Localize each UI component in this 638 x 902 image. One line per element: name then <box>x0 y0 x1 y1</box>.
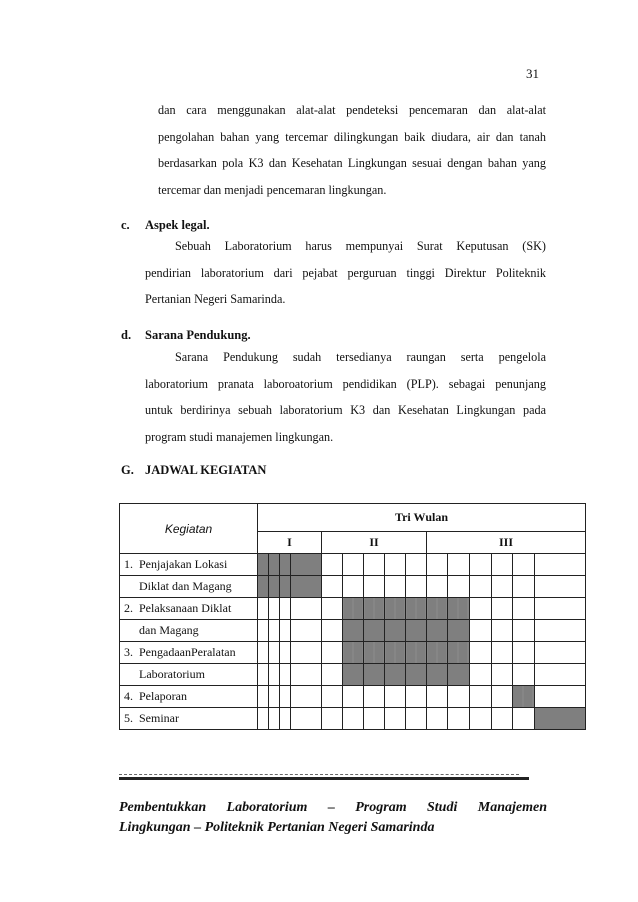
activity-label: 4. Pelaporan <box>120 686 258 708</box>
table-row <box>120 598 586 620</box>
section-marker: c. <box>121 218 130 232</box>
section-title: Aspek legal. <box>145 218 210 232</box>
section-title: JADWAL KEGIATAN <box>145 463 267 477</box>
footer <box>119 798 547 838</box>
text-line: berdasarkan pola K3 dan Kesehatan Lingkungan sesuai dengan bahan yang <box>158 156 546 171</box>
footer-divider-thin <box>119 774 519 776</box>
schedule-table <box>119 503 586 730</box>
section-c-paragraph <box>145 233 546 313</box>
section-d-heading <box>121 328 251 343</box>
quarter-header: III <box>427 532 586 554</box>
text-line: Sarana Pendukung sudah tersedianya raungan serta pengelola <box>175 350 546 364</box>
table-row <box>120 620 586 642</box>
section-title: Sarana Pendukung. <box>145 328 251 342</box>
page-number: 31 <box>526 66 539 81</box>
footer-divider <box>119 777 529 780</box>
table-row <box>120 642 586 664</box>
text-line: Sebuah Laboratorium harus mempunyai Surat Keputusan (SK) <box>175 239 546 253</box>
activity-label: Diklat dan Magang <box>120 576 258 598</box>
activity-label: 3. PengadaanPeralatan <box>120 642 258 664</box>
table-row <box>120 554 586 576</box>
text-line: pengolahan bahan yang tercemar dilingkungan baik diudara, air dan tanah <box>158 129 546 144</box>
text-line: Pertanian Negeri Samarinda. <box>145 292 286 307</box>
section-marker: d. <box>121 328 132 342</box>
text-line: laboratorium pranata laboroatorium pendidikan (PLP). sebagai penunjang <box>145 376 546 391</box>
section-d-paragraph <box>145 344 546 450</box>
activity-column-header: Kegiatan <box>120 504 258 554</box>
quarter-header: I <box>258 532 322 554</box>
table-row <box>120 576 586 598</box>
activity-label: 5. Seminar <box>120 708 258 730</box>
activity-label: 2. Pelaksanaan Diklat <box>120 598 258 620</box>
text-line: pendirian laboratorium dari pejabat perguruan tinggi Direktur Politeknik <box>145 265 546 280</box>
section-g-heading <box>121 463 266 478</box>
text-line: program studi manajemen lingkungan. <box>145 429 334 444</box>
footer-line: Lingkungan – Politeknik Pertanian Negeri Samarinda <box>119 820 435 835</box>
activity-label: Laboratorium <box>120 664 258 686</box>
section-marker: G. <box>121 463 134 477</box>
table-row <box>120 664 586 686</box>
text-line: untuk berdirinya sebuah laboratorium K3 dan Kesehatan Lingkungan pada <box>145 403 546 418</box>
table-row <box>120 708 586 730</box>
section-c-heading <box>121 218 210 233</box>
footer-line: Pembentukkan Laboratorium – Program Studi Manajemen <box>119 800 547 815</box>
period-header: Tri Wulan <box>258 504 586 532</box>
text-line: dan cara menggunakan alat-alat pendeteksi pencemaran dan alat-alat <box>158 103 546 117</box>
activity-label: dan Magang <box>120 620 258 642</box>
table-row <box>120 686 586 708</box>
intro-paragraph <box>158 97 546 203</box>
activity-label: 1. Penjajakan Lokasi <box>120 554 258 576</box>
text-line: tercemar dan menjadi pencemaran lingkungan. <box>158 182 387 197</box>
quarter-header: II <box>322 532 427 554</box>
